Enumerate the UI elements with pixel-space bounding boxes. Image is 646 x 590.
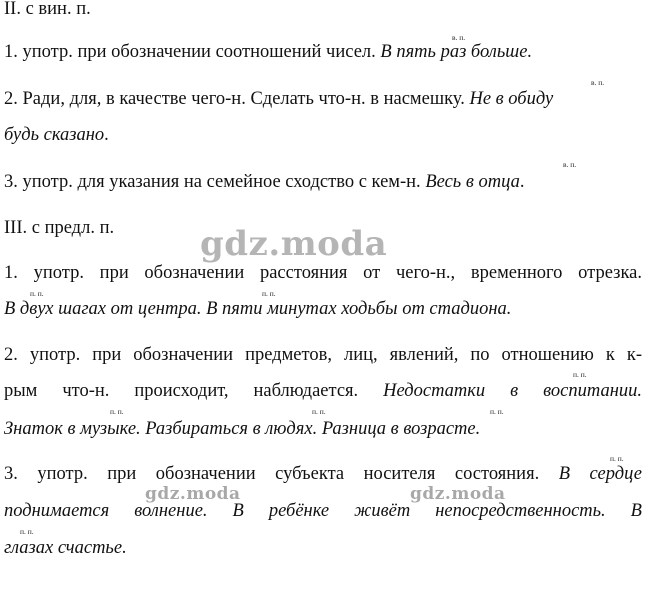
case-note: п. п. [490,407,504,416]
usage-line-1 [4,41,532,63]
case-note: в. п. [452,33,466,42]
usage-text: 3. употр. для указания на семейное сходство с кем-н. [4,172,421,192]
case-note: п. п. [20,527,34,536]
usage-example: Весь в отца [425,172,520,192]
case-note: в. п. [563,160,577,169]
case-note: п. п. [573,370,587,379]
punctuation: . [519,172,525,192]
usage-text: 3. употр. при обозначении субъекта носителя состояния. [4,464,540,484]
case-note: п. п. [610,454,624,463]
usage-example: будь сказано [4,125,105,145]
usage-example-line: поднимается волнение. В ребёнке живёт непосредственность. В [4,501,642,521]
usage-line-5: 2. употр. при обозначении предметов, лиц, явлений, по отношению к к- [4,345,642,365]
usage-text: 1. употр. при обозначении соотношений чисел. [4,42,376,62]
case-note: в. п. [591,78,605,87]
usage-example: Недостатки в воспитании. [383,381,642,401]
punctuation: . [104,125,109,145]
case-note: п. п. [262,289,276,298]
watermark: gdz.moda [410,484,506,504]
section-heading-prepositional: III. с предл. п. [4,218,115,238]
case-note: п. п. [312,407,326,416]
watermark: gdz.moda [145,484,241,504]
usage-example-line: В двух шагах от центра. В пяти минутах ходьбы от стадиона. [4,299,512,319]
usage-line-2 [4,88,553,110]
usage-line-5-cont [4,380,642,402]
usage-example-line: Знаток в музыке. Разбираться в людях. Разница в возрасте. [4,419,481,439]
section-heading-accusative: II. с вин. п. [4,0,91,19]
case-note: п. п. [110,407,124,416]
usage-example: В сердце [558,464,642,484]
usage-example: Не в обиду [469,89,554,109]
usage-line-3 [4,171,524,193]
case-note: п. п. [30,289,44,298]
usage-example-line: глазах счастье. [4,538,127,558]
usage-text: рым что-н. происходит, наблюдается. [4,381,359,401]
usage-line-4: 1. употр. при обозначении расстояния от чего-н., временного отрезка. [4,263,642,283]
usage-line-6 [4,463,642,485]
usage-line-2-cont [4,124,109,146]
usage-example: В пять раз больше. [380,42,533,62]
usage-text: 2. Ради, для, в качестве чего-н. Сделать что-н. в насмешку. [4,89,465,109]
watermark: gdz.moda [200,224,388,264]
